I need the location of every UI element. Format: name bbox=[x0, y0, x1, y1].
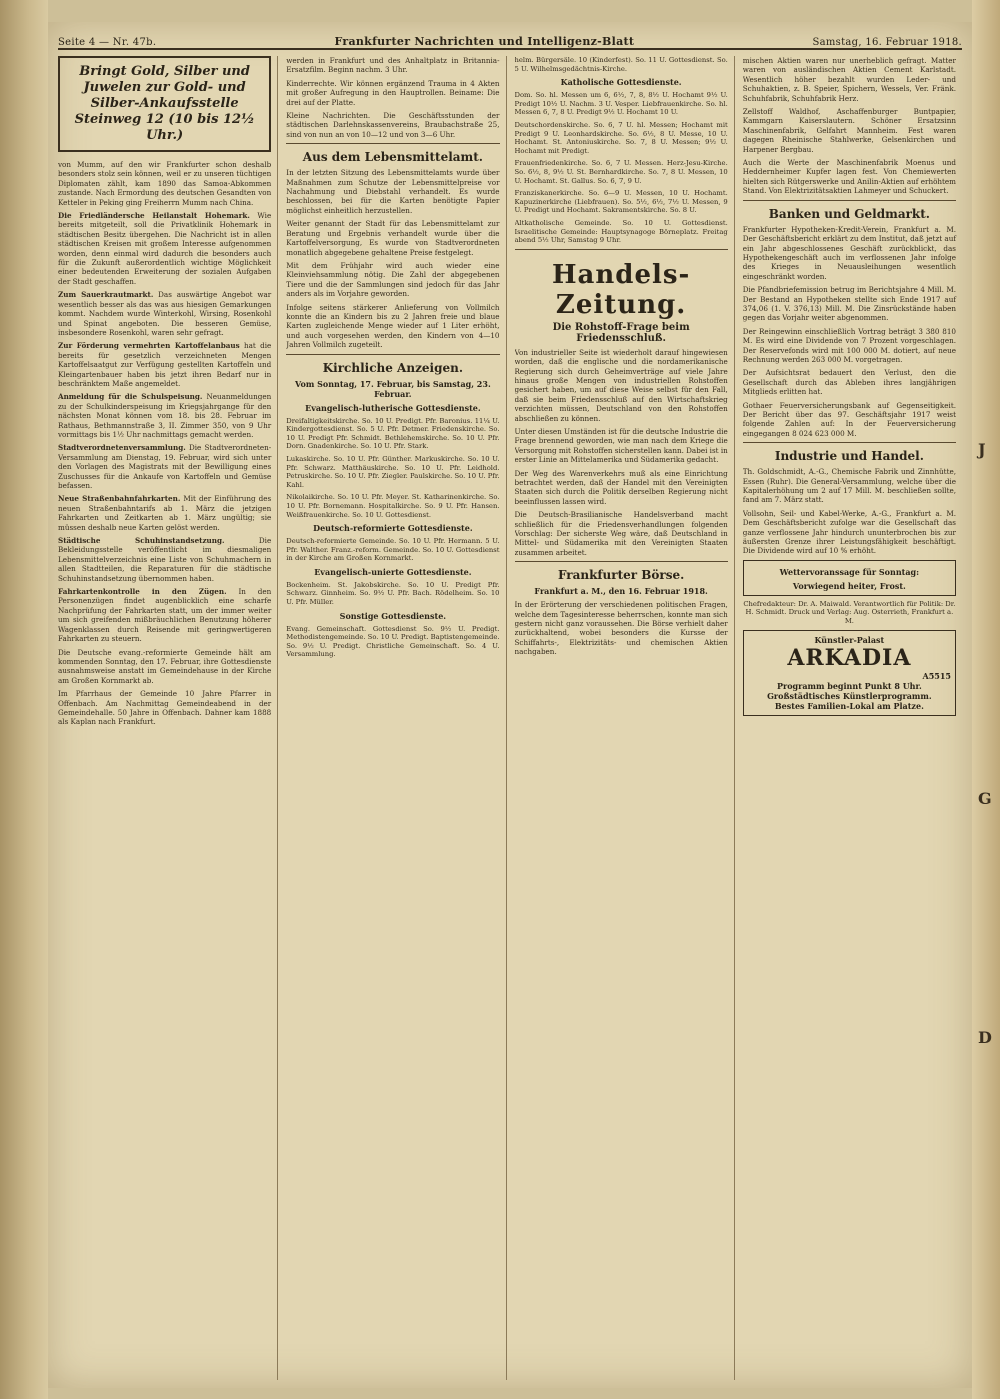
section-title-kirchliche: Kirchliche Anzeigen. bbox=[322, 360, 464, 375]
article-text: Kleine Nachrichten. Die Geschäftsstunden der städtischen Darlehnskassenvereins, Braubachstraße 25, sind von nun an von 10—12 und von 3—6 Uhr. bbox=[286, 111, 500, 139]
newspaper-page bbox=[48, 22, 972, 1388]
article-text bbox=[58, 536, 271, 583]
page-number: Seite 4 — Nr. 47b. bbox=[58, 37, 157, 48]
article-text: Frankfurter Hypotheken-Kredit-Verein, Frankfurt a. M. Der Geschäftsbericht erklärt zu dem Institut, daß jetzt auf ein Jahr abgeschlossenes Geschäft zurückblickt, das Hypothekengeschäft auch im verflossenen Jahr infolge des Krieges in Neuausleihungen wesentlich eingeschränkt worden. bbox=[742, 224, 956, 281]
service-listing: Frauenfriedenkirche. So. 6, 7 U. Messen. Herz-Jesu-Kirche. So. 6½, 8, 9½ U. St. Bernhardkirche. So. 7, 8 U. Messen, 10 U. Hochamt. St. Gallus. So. 6, 7, 9 U. bbox=[514, 159, 728, 185]
article-text: Die Pfandbriefemission betrug im Berichtsjahre 4 Mill. M. Der Bestand an Hypotheken stellte sich Ende 1917 auf 374,06 (1. V. 376,13) Mill. M. Die Zinsrückstände haben gegen das Vorjahr weiter abgenommen. bbox=[742, 285, 956, 323]
section-title-boerse: Frankfurter Börse. bbox=[557, 568, 685, 583]
column-3 bbox=[515, 56, 735, 1380]
page-header bbox=[58, 28, 962, 50]
article-head: Neue Straßenbahnfahrkarten. bbox=[58, 494, 181, 504]
article-text: Der Aufsichtsrat bedauert den Verlust, den die Gesellschaft durch das Ableben ihres langjährigen Mitglieds erlitten hat. bbox=[742, 368, 956, 397]
column-4 bbox=[743, 56, 962, 1380]
section-subtitle: Vom Sonntag, 17. Februar, bis Samstag, 23. Februar. bbox=[295, 378, 491, 399]
divider bbox=[286, 143, 499, 144]
article-text: Der Reingewinn einschließlich Vortrag beträgt 3 380 810 M. Es wird eine Dividende von 7 Prozent vorgeschlagen. Der Reservefonds wird mit 100 000 M. dotiert, auf neue Rechnung werden 263 000 M. vorgetragen. bbox=[742, 326, 956, 364]
divider bbox=[515, 249, 728, 250]
subsection-title: Evangelisch-unierte Gottesdienste. bbox=[314, 566, 472, 577]
article-head: Anmeldung für die Schulspeisung. bbox=[58, 392, 203, 402]
article-text: Unter diesen Umständen ist für die deutsche Industrie die Frage brennend geworden, wie man nach dem Kriege die Versorgung mit Rohstoffen sicherstellen kann. Dabei ist in erster Linie an Mittelamerika und Südamerika gedacht. bbox=[514, 426, 728, 465]
service-listing: Nikolaikirche. So. 10 U. Pfr. Meyer. St. Katharinenkirche. So. 10 U. Pfr. Bornemann. Hospitalkirche. So. 9 U. Pfr. Hansen. Weißfrauenkirche. So. 10 U. Gottesdienst. bbox=[286, 493, 500, 519]
service-listing: Bockenheim. St. Jakobskirche. So. 10 U. Predigt Pfr. Schwarz. Ginnheim. So. 9½ U. Pfr. Bach. Rödelheim. So. 10 U. Pfr. Müller. bbox=[286, 580, 500, 607]
article-text: Auch die Werte der Maschinenfabrik Moenus und Heddernheimer Kupfer lagen fest. Von Chemiewerten hielten sich Rütgerswerke und Anilin-Aktien auf erhöhtem Stand. Von Elektrizitätsaktien Lahmeyer und Schuckert. bbox=[742, 158, 956, 196]
divider bbox=[286, 354, 499, 355]
service-listing: Deutschordenskirche. So. 6, 7 U. hl. Messen; Hochamt mit Predigt 9 U. Leonhardskirche. So. 6½, 8 U. Messe, 10 U. Hochamt. St. Antoniuskirche. So. 7, 8 U. Messen; 9½ U. Hochamt mit Predigt. bbox=[514, 120, 728, 155]
edge-letter: J bbox=[978, 440, 986, 459]
adjacent-page-edge bbox=[972, 0, 1000, 1399]
subsection-title: Deutsch-reformierte Gottesdienste. bbox=[313, 523, 473, 534]
handels-zeitung-title: Handels-Zeitung. bbox=[551, 259, 691, 320]
subsection-title: Katholische Gottesdienste. bbox=[560, 77, 682, 88]
divider bbox=[743, 442, 956, 443]
advert-line: Bestes Familien-Lokal am Platze. bbox=[774, 700, 924, 711]
article-text: Der Weg des Warenverkehrs muß als eine Einrichtung betrachtet werden, daß der Handel mit den Vereinigten Staaten sich durch die Politik derselben Regierung nicht beeinflussen lassen wird. bbox=[514, 468, 728, 506]
article-head: Die Friedländersche Heilanstalt Hohemark. bbox=[58, 211, 250, 221]
service-listing: Dom. So. hl. Messen um 6, 6½, 7, 8, 8½ U. Hochamt 9½ U. Predigt 10½ U. Nachm. 3 U. Vesper. Liebfrauenkirche. So. hl. Messen 6, 7, 8 U. Predigt 9½ U. Hochamt 10 U. bbox=[514, 91, 728, 117]
advert-line: Großstädtisches Künstlerprogramm. bbox=[767, 690, 932, 701]
article-body: Wie bereits mitgeteilt, soll die Privatklinik Hohemark in städtischen Besitz übergehen. Die Nachricht ist in allen städtischen Kreisen mit großem Interesse aufgenommen worden, denn einmal wird dadurch die besonders auch für die Zukunft außerordentlich wichtige Möglichkeit einer bedeutenden Erweiterung der sozialen Aufgaben der Stadt geschaffen. bbox=[58, 211, 272, 286]
weather-forecast: Vorwiegend heiter, Frost. bbox=[792, 580, 906, 591]
section-title-banken: Banken und Geldmarkt. bbox=[768, 206, 930, 221]
advert-code: A5515 bbox=[922, 670, 951, 681]
weather-title: Wettervoranssage für Sonntag: bbox=[779, 566, 920, 577]
masthead: Frankfurter Nachrichten und Intelligenz-Blatt bbox=[334, 35, 635, 48]
article-text: Die Deutsche evang.-reformierte Gemeinde hält am kommenden Sonntag, den 17. Februar, ihre Gottesdienste ausnahmsweise anstatt im Gemeindehause in der Kirche am Großen Kornmarkt ab. bbox=[58, 647, 272, 685]
article-text bbox=[58, 587, 271, 643]
article-head: Fahrkartenkontrolle in den Zügen. bbox=[58, 587, 227, 597]
article-text bbox=[58, 494, 271, 532]
weather-box bbox=[743, 560, 956, 596]
arkadia-advert bbox=[743, 630, 956, 716]
article-head: Stadtverordnetenversammlung. bbox=[58, 443, 186, 453]
article-head: Zum Sauerkrautmarkt. bbox=[58, 290, 154, 300]
service-listing: Deutsch-reformierte Gemeinde. So. 10 U. Pfr. Hermann. 5 U. Pfr. Walther. Franz.-reform. Gemeinde. So. 10 U. Gottesdienst in der Kirche am Großen Kornmarkt. bbox=[286, 537, 500, 563]
service-listing: Franziskanerkirche. So. 6—9 U. Messen, 10 U. Hochamt. Kapuzinerkirche (Liebfrauen). So. 5½, 6½, 7½ U. Messen, 9 U. Predigt und Hochamt. Sakramentskirche. So. 8 U. bbox=[514, 189, 728, 215]
article-text bbox=[58, 443, 271, 490]
divider bbox=[743, 200, 956, 201]
article-text: Von industrieller Seite ist wiederholt darauf hingewiesen worden, daß die englische und die nordamerikanische Regierung sich durch Geheimverträge auf viele Jahre hinaus große Mengen von industriellen Rohstoffen gesichert haben, um auf diese Weise selbst für den Fall, daß sie beim Friedensschluß auf den Wirtschaftskrieg verzichten müssen, Deutschland von den Rohstoffen abschließen zu können. bbox=[514, 347, 728, 423]
book-spine bbox=[0, 0, 48, 1399]
section-title-lebensmittelamt: Aus dem Lebensmittelamt. bbox=[302, 150, 483, 165]
article-text: Infolge seitens stärkerer Anlieferung von Vollmilch konnte die an Kindern bis zu 2 Jahren freie und blaue Karten zugleichende Menge wieder auf 1 Liter erhöht, und auch vorgesehen werden, den Kindern von 4—10 Jahren Vollmilch zugeteilt. bbox=[286, 302, 500, 350]
service-listing: helm. Bürgersäle. 10 (Kinderfest). So. 11 U. Gottesdienst. So. 5 U. Wilhelmsgedächtnis-Kirche. bbox=[514, 56, 728, 73]
article-text: In der Erörterung der verschiedenen politischen Fragen, welche dem Tagesinteresse beherrschen, konnte man sich gestern nicht ganz voraussehen. Die Börse verhielt daher zurückhaltend, wobei besonders die Kursse der Schiffahrts-, Elektrizitäts- und chemischen Aktien nachgaben. bbox=[514, 600, 728, 657]
article-body: Mit der Einführung des neuen Straßenbahntarifs ab 1. März die jetzigen Fahrkarten und Zeitkarten ab 1. März ungültig; sie müssen deshalb neue Karten gelöst werden. bbox=[58, 494, 272, 532]
article-text bbox=[58, 290, 271, 337]
article-text: Gothaer Feuerversicherungsbank auf Gegenseitigkeit. Der Bericht über das 97. Geschäftsjahr 1917 weist folgende Zahlen auf: In der Feuerversicherung eingegangen 8 024 623 000 M. bbox=[742, 400, 956, 438]
section-subtitle: Frankfurt a. M., den 16. Februar 1918. bbox=[534, 586, 708, 597]
article-text: Die Deutsch-Brasilianische Handelsverband macht schließlich für die Friedensverhandlungen folgenden Vorschlag: Der sicherste Weg wäre, daß Deutschland in Mittel- und Südamerika mit den Vereinigten Staaten zusammen arbeitet. bbox=[514, 510, 728, 557]
article-head: Städtische Schuhinstandsetzung. bbox=[58, 536, 225, 546]
article-text: In der letzten Sitzung des Lebensmittelamts wurde über Maßnahmen zum Schutze der Lebensmittelpreise vor Nachahmung und Diebstahl verhandelt. Es wurde beschlossen, bei für die Karten benötigte Papier möglichst einheitlich herzustellen. bbox=[286, 168, 500, 215]
article-text: Th. Goldschmidt, A.-G., Chemische Fabrik und Zinnhütte, Essen (Ruhr). Die General-Versammlung, welche über die Kapitalerhöhung um 2 auf 17 Mill. M. beschließen sollte, fand am 7. März statt. bbox=[742, 467, 956, 505]
article-body: In den Personenzügen findet augenblicklich eine scharfe Nachprüfung der Fahrkarten statt, um der immer weiter um sich greifenden mißbräuchlichen Benutzung höherer Wagenklassen durch Reisende mit geringwertigeren Fahrkarten zu steuern. bbox=[58, 587, 272, 644]
article-text: Weiter genannt der Stadt für das Lebensmittelamt zur Beratung und Ergebnis verhandelt wurde über die Kartoffelversorgung, Es wurde von Stadtverordneten monatlich abgegebene gehaltene Preise festgelegt. bbox=[286, 219, 500, 257]
article-body: Die Bekleidungsstelle veröffentlicht im diesmaligen Lebensmittelverzeichnis eine Liste von Schuhmachern in allen Stadtteilen, die Reparaturen für die städtische Schuhinstandsetzung übernommen haben. bbox=[58, 536, 272, 583]
handels-zeitung-subtitle: Die Rohstoff-Frage beim Friedensschluß. bbox=[552, 321, 690, 344]
article-body: Das auswärtige Angebot war wesentlich besser als das was aus hiesigen Gemarkungen kommt. Nachdem wurde Winterkohl, Wirsing, Rosenkohl und Spinat angeboten. Die besseren Gemüse, insbesondere Rosenkohl, waren sehr gefragt. bbox=[58, 290, 272, 337]
article-text: von Mumm, auf den wir Frankfurter schon deshalb besonders stolz sein können, weil er zu unseren tüchtigen Diplomaten zählt, kam 1890 das Samoa-Abkommen zustande. Nach Ermordung des deutschen Gesandten von Ketteler in Peking ging Freiherrn Mumm nach China. bbox=[58, 160, 272, 207]
article-text: Mit dem Frühjahr wird auch wieder eine Kleinviehsammlung nötig. Die Zahl der abgegebenen Tiere und die der Sammlungen sind jedoch für das Jahr anders als im Vorjahre geworden. bbox=[286, 260, 500, 299]
edge-letter: D bbox=[978, 1028, 992, 1047]
issue-date: Samstag, 16. Februar 1918. bbox=[812, 37, 962, 48]
impressum: Chefredakteur: Dr. A. Maiwald. Verantwortlich für Politik: Dr. H. Schmidt. Druck und Verlag: Aug. Osterrieth, Frankfurt a. M. bbox=[743, 599, 956, 626]
columns bbox=[58, 56, 962, 1380]
service-listing: Lukaskirche. So. 10 U. Pfr. Günther. Markuskirche. So. 10 U. Pfr. Schwarz. Matthäuskirche. So. 10 U. Pfr. Leidhold. Petruskirche. So. 10 U. Pfr. Ziegler. Paulskirche. So. 10 U. Pfr. Kahl. bbox=[286, 454, 500, 489]
subsection-title: Sonstige Gottesdienste. bbox=[339, 610, 447, 621]
article-body: Die Stadtverordneten-Versammlung am Dienstag, 19. Februar, wird sich unter den Vorlagen des Magistrats mit der Bewilligung eines Zuschusses für die Ankaufe von Kartoffeln und Gemüse befassen. bbox=[58, 443, 272, 490]
subsection-title: Evangelisch-lutherische Gottesdienste. bbox=[305, 402, 481, 413]
edge-letter: G bbox=[978, 789, 992, 808]
article-text bbox=[58, 392, 271, 439]
article-text bbox=[58, 211, 271, 286]
article-body: Neuanmeldungen zu der Schulkinderspeisung im Kriegsjahrgange für den nächsten Monat können vom 18. bis 28. Februar im Rathaus, Bethmannstraße 3, II. Zimmer 350, von 9 Uhr vormittags bis 1½ Uhr nachmittags gemacht werden. bbox=[58, 392, 272, 439]
article-body: hat die bereits für gesetzlich verzeichneten Mengen Kartoffelsaatgut zur Verfügung gestellten Kartoffeln und Kleingartenbauer haben bis jetzt ihren Bedarf nur in beschränktem Maße angemeldet. bbox=[58, 341, 272, 388]
article-text: mischen Aktien waren nur unerheblich gefragt. Matter waren von ausländischen Aktien Cement Karlstadt. Wesentlich höher bezahlt wurden Leder- und Schuhaktien, z. B. Speier, Spichern, Wessels, Ver. Fränk. Schuhfabrik, Schuhfabrik Herz. bbox=[742, 56, 956, 103]
advert-line: Programm beginnt Punkt 8 Uhr. bbox=[776, 680, 922, 691]
advert-name: ARKADIA bbox=[787, 644, 912, 671]
column-1 bbox=[58, 56, 278, 1380]
column-2 bbox=[286, 56, 506, 1380]
article-text bbox=[58, 341, 271, 388]
article-head: Zur Förderung vermehrten Kartoffelanbaus bbox=[58, 341, 240, 351]
service-listing: Altkatholische Gemeinde. So. 10 U. Gottesdienst. Israelitische Gemeinde: Hauptsynagoge Börneplatz. Freitag abend 5½ Uhr, Samstag 9 Uhr. bbox=[514, 218, 728, 245]
gold-advert: Bringt Gold, Silber und Juwelen zur Gold- und Silber-Ankaufsstelle Steinweg 12 (10 bis 12½ Uhr.) bbox=[58, 56, 271, 152]
service-listing: Dreifaltigkeitskirche. So. 10 U. Predigt. Pfr. Baronius. 11¼ U. Kindergottesdienst. So. 5 U. Pfr. Detmer. Friedenskirche. So. 10 U. Predigt Pfr. Schmidt. Bethlehemskirche. So. 10 U. Pfr. Dorn. Gnadenkirche. So. 10 U. Pfr. Stark. bbox=[286, 416, 500, 451]
article-text: Zellstoff Waldhof, Aschaffenburger Buntpapier, Kammgarn Kaiserslautern. Schöner Ersatzsinn Maschinenfabrik, Gelfahrt Mannheim. Fest waren dagegen Rheinische Stahlwerke, Gelsenkirchen und Harpener Bergbau. bbox=[742, 107, 956, 154]
article-text: Im Pfarrhaus der Gemeinde 10 Jahre Pfarrer in Offenbach. Am Nachmittag Gemeindeabend in der Gemeindehalle. 50 Jahre in Offenbach. Dahner kam 1888 als Kaplan nach Frankfurt. bbox=[58, 689, 272, 727]
divider bbox=[515, 561, 728, 562]
article-text: Vollsohn, Seil- und Kabel-Werke, A.-G., Frankfurt a. M. Dem Geschäftsbericht zufolge war die Gesellschaft das ganze verflossene Jahr hindurch ununterbrochen bis zur äußersten Grenze ihrer Leistungsfähigkeit beschäftigt. Die Dividende wird auf 10 % erhöht. bbox=[742, 508, 956, 556]
article-text: Kinderrechte. Wir können ergänzend Trauma in 4 Akten mit großer Aufregung in den Hauptrollen. Beiname: Die drei auf der Platte. bbox=[286, 78, 500, 107]
advert-venue: Künstler-Palast bbox=[814, 634, 885, 645]
section-title-industrie: Industrie und Handel. bbox=[774, 449, 924, 464]
service-listing: Evang. Gemeinschaft. Gottesdienst So. 9½ U. Predigt. Methodistengemeinde. So. 10 U. Predigt. Baptistengemeinde. So. 9½ U. Predigt. Christliche Gemeinschaft. So. 4 U. Versammlung. bbox=[286, 624, 500, 659]
article-text: werden in Frankfurt und des Anhaltplatz in Britannia-Ersatzfilm. Beginn nachm. 3 Uhr. bbox=[286, 56, 500, 75]
